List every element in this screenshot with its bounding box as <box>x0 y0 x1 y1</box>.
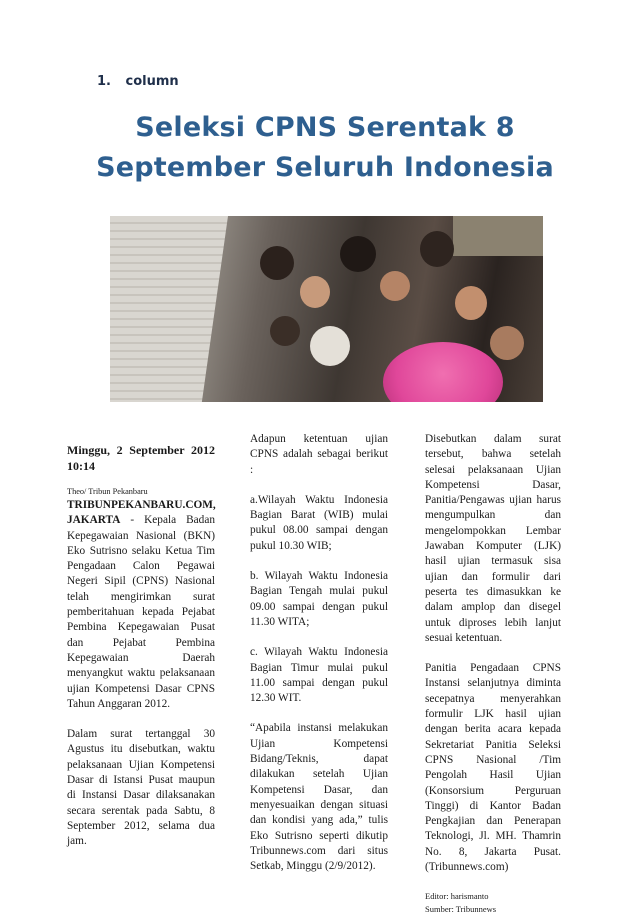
crowd-head <box>455 286 487 320</box>
paragraph-3: Disebutkan dalam surat tersebut, bahwa setelah selesai pelaksanaan Ujian Kompetensi Dasar, Panitia/Pengawas ujian harus mengumpulkan dan mengelompokkan Lembar Jawaban Komputer (LJK) hasil ujian termasuk sisa ujian dan formulir dari peserta tes dimasukkan ke dalam amplop dan disegel untuk diproses lebih lanjut sesuai ketentuan. <box>425 433 561 644</box>
column-2 <box>250 432 388 874</box>
announcement-board <box>110 216 228 402</box>
crowd-head <box>340 236 376 272</box>
list-item-a: a.Wilayah Waktu Indonesia Bagian Barat (WIB) mulai pukul 08.00 sampai dengan pukul 10.30 WIB; <box>250 493 388 552</box>
quote-paragraph: “Apabila instansi melakukan Ujian Kompetensi Bidang/Teknis, dapat dilakukan setelah Ujian Kompetensi Dasar, dan menyesuaikan dengan situasi dan kondisi yang ada,” tulis Eko Sutrisno seperti dikutip Tribunnews.com dari situs Setkab, Minggu (2/9/2012). <box>250 722 388 873</box>
editor-credit: Editor: harismanto <box>425 891 489 902</box>
crowd-head <box>270 316 300 346</box>
heading-number: 1. <box>97 74 111 89</box>
crowd-head <box>490 326 524 360</box>
source-credit: Sumber: Tribunnews <box>425 904 497 915</box>
crowd-head <box>260 246 294 280</box>
byline: TRIBUNPEKANBARU.COM, JAKARTA <box>67 499 216 527</box>
pink-umbrella <box>383 342 503 402</box>
column-3 <box>425 432 561 916</box>
crowd-head <box>300 276 330 308</box>
paragraph-1 <box>67 498 215 712</box>
paragraph-2: Dalam surat tertanggal 30 Agustus itu disebutkan, waktu pelaksanaan Ujian Kompetensi Dasar di Istansi Pusat maupun di Instansi Dasar dilaksanakan secara serentak pada Sabtu, 8 September 2012, selama dua jam. <box>67 728 215 848</box>
list-item-c: c. Wilayah Waktu Indonesia Bagian Timur mulai pukul 11.00 sampai dengan pukul 12.30 WIT. <box>250 646 388 705</box>
photo-credit: Theo/ Tribun Pekanbaru <box>67 487 148 496</box>
heading-label: column <box>125 74 179 89</box>
list-item-b: b. Wilayah Waktu Indonesia Bagian Tengah mulai pukul 09.00 sampai dengan pukul 11.30 WITA; <box>250 570 388 628</box>
crowd-head <box>380 271 410 301</box>
section-heading <box>97 74 179 89</box>
paragraph-4: Panitia Pengadaan CPNS Instansi selanjutnya diminta secepatnya menyerahkan formulir LJK hasil ujian dengan berita acara kepada Sekretariat Panitia Seleksi CPNS Nasional /Tim Pengolah Hasil Ujian (Konsorsium Perguruan Tinggi) di Kantor Badan Pengkajian dan Penerapan Teknologi, Jl. MH. Thamrin No. 8, Jakarta Pusat. (Tribunnews.com) <box>425 662 561 874</box>
column-1 <box>67 432 215 850</box>
photo-background <box>453 216 543 256</box>
article-date: Minggu, 2 September 2012 10:14 <box>67 443 215 473</box>
paragraph-intro: Adapun ketentuan ujian CPNS adalah sebagai berikut : <box>250 433 388 476</box>
crowd-head <box>310 326 350 366</box>
paragraph-1-text: - Kepala Badan Kepegawaian Nasional (BKN) Eko Sutrisno selaku Ketua Tim Pengadaan Calon Pegawai Negeri Sipil (CPNS) Nasional telah mengirimkan surat pemberitahuan kepada Pejabat Pembina Kepegawaian Pusat dan Pejabat Pembina Kepegawaian Daerah menyangkut waktu pelaksanaan ujian Kompetensi Dasar CPNS Tahun Anggaran 2012. <box>67 514 215 710</box>
article-title: Seleksi CPNS Serentak 8 September Seluruh Indonesia <box>96 112 554 183</box>
article-photo <box>110 216 543 402</box>
crowd-head <box>420 231 454 267</box>
